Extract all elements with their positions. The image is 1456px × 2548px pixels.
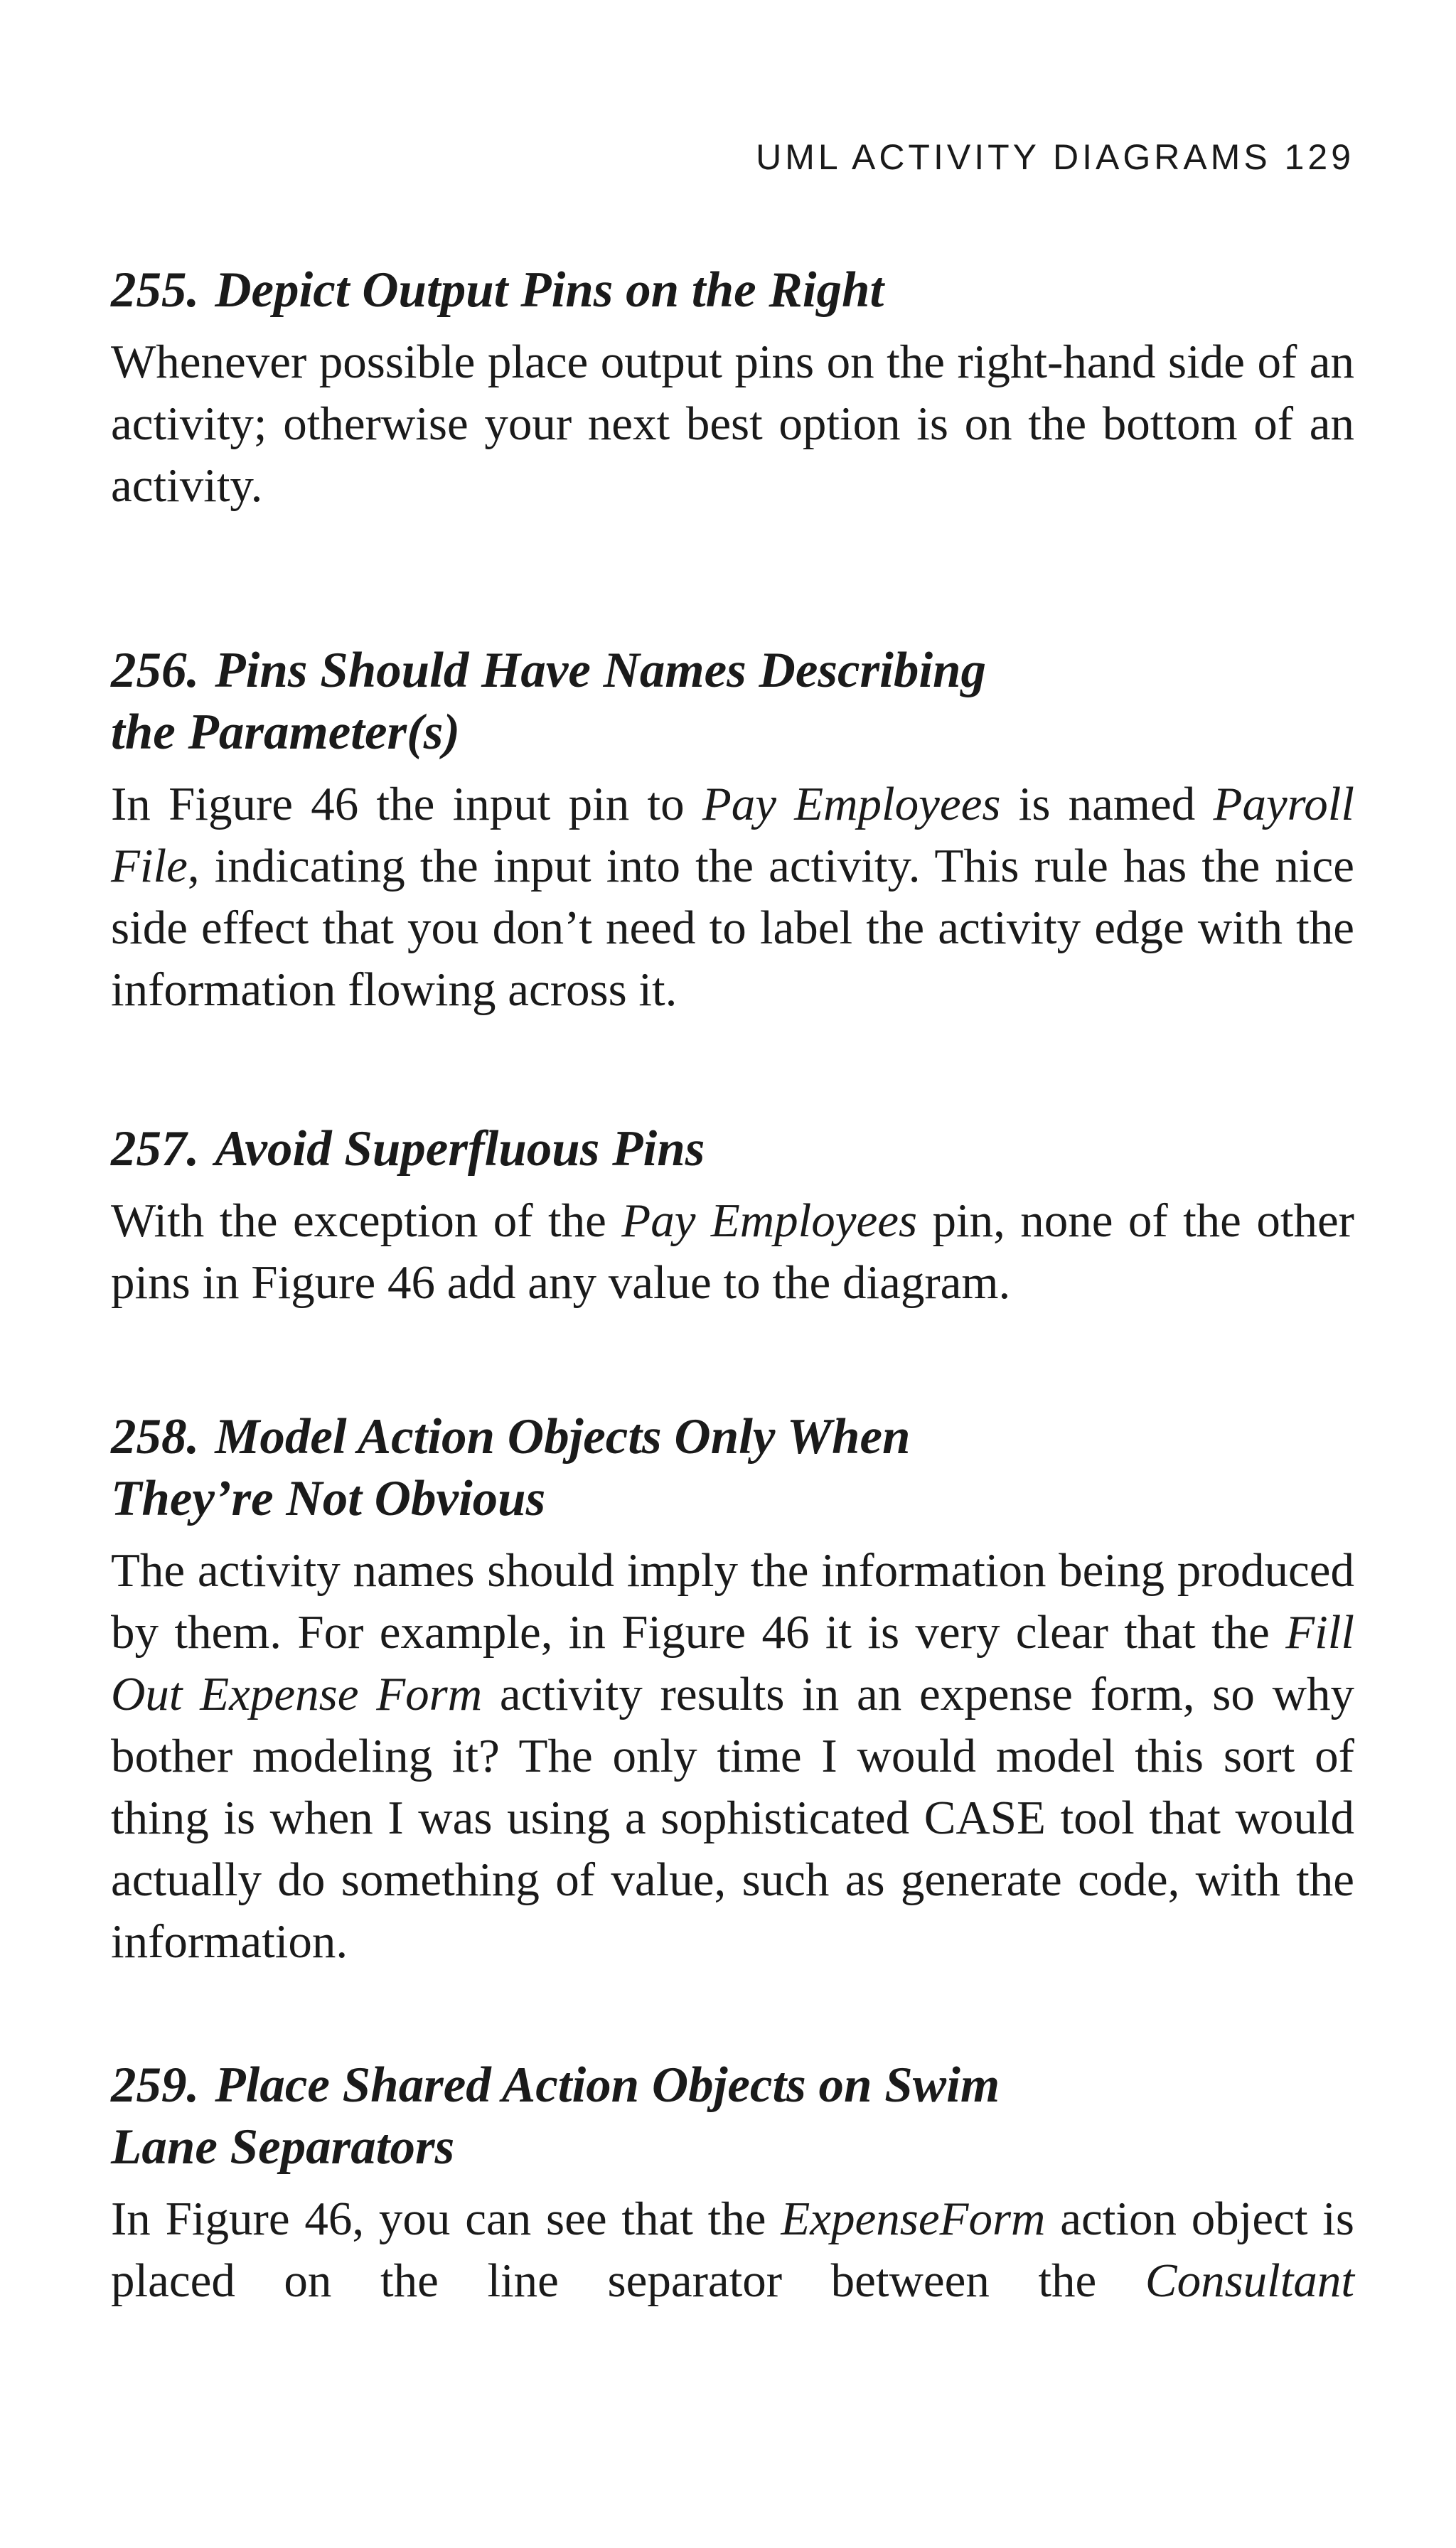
rule-title-line-1: Model Action Objects Only When <box>215 1409 911 1465</box>
rule-title: Avoid Superfluous Pins <box>215 1121 705 1177</box>
rule-body <box>111 1190 1354 1314</box>
rule-number: 256. <box>111 643 200 698</box>
body-text: With the exception of the <box>111 1194 622 1247</box>
body-text: , indicating the input into the activity. This rule has the nice side effect that you don’t need to label the activity edge with the information flowing across it. <box>111 840 1354 1016</box>
rule-title-line-1: Pins Should Have Names Describing <box>215 643 987 698</box>
running-head: UML ACTIVITY DIAGRAMS 129 <box>756 137 1354 177</box>
body-text: pin, none of the other pins in Figure 46 add any value to the diagram. <box>111 1194 1354 1309</box>
rule-title-line-2: Lane Separators <box>111 2119 455 2175</box>
activity-name-emphasis: Fill Out Expense Form <box>111 1606 1354 1720</box>
activity-name-emphasis: Pay Employees <box>621 1194 918 1247</box>
rule-heading <box>111 2055 1354 2178</box>
rule-heading <box>111 1118 1354 1180</box>
body-text: activity results in an expense form, so why bother modeling it? The only time I would model this sort of thing is when I was using a sophisticated CASE tool that would actually do something of value, such as generate code, with the information. <box>111 1668 1354 1968</box>
body-text: action object is placed on the line separator between the <box>111 2193 1354 2307</box>
rule-title-line-2: the Parameter(s) <box>111 705 461 760</box>
activity-name-emphasis: Pay Employees <box>702 778 1001 830</box>
rule-258 <box>111 1406 1354 1973</box>
rule-body <box>111 1540 1354 1973</box>
rule-body <box>111 2188 1354 2312</box>
body-text: The activity names should imply the information being produced by them. For example, in Figure 46 it is very clear that the <box>111 1544 1354 1659</box>
rule-title: Depict Output Pins on the Right <box>215 262 884 318</box>
rule-heading <box>111 640 1354 764</box>
rule-number: 258. <box>111 1409 200 1465</box>
rule-body: Whenever possible place output pins on the right-hand side of an activity; otherwise your next best option is on the bottom of an activity. <box>111 336 1354 512</box>
object-name-emphasis: ExpenseForm <box>781 2193 1046 2245</box>
rule-256 <box>111 640 1354 1021</box>
rule-title-line-1: Place Shared Action Objects on Swim <box>215 2057 1000 2113</box>
body-text: In Figure 46 the input pin to <box>111 778 702 830</box>
body-text: In Figure 46, you can see that the <box>111 2193 781 2245</box>
rule-number: 259. <box>111 2057 200 2113</box>
rule-number: 257. <box>111 1121 200 1177</box>
rule-title-line-2: They’re Not Obvious <box>111 1471 546 1526</box>
lane-name-emphasis: Consultant <box>1145 2254 1354 2307</box>
rule-259 <box>111 2055 1354 2312</box>
rule-heading <box>111 259 1354 321</box>
rule-255 <box>111 259 1354 517</box>
body-text: is named <box>1000 778 1214 830</box>
rule-number: 255. <box>111 262 200 318</box>
pin-name-emphasis: Payroll File <box>111 778 1354 892</box>
rule-257 <box>111 1118 1354 1314</box>
rule-body <box>111 774 1354 1021</box>
rule-heading <box>111 1406 1354 1530</box>
